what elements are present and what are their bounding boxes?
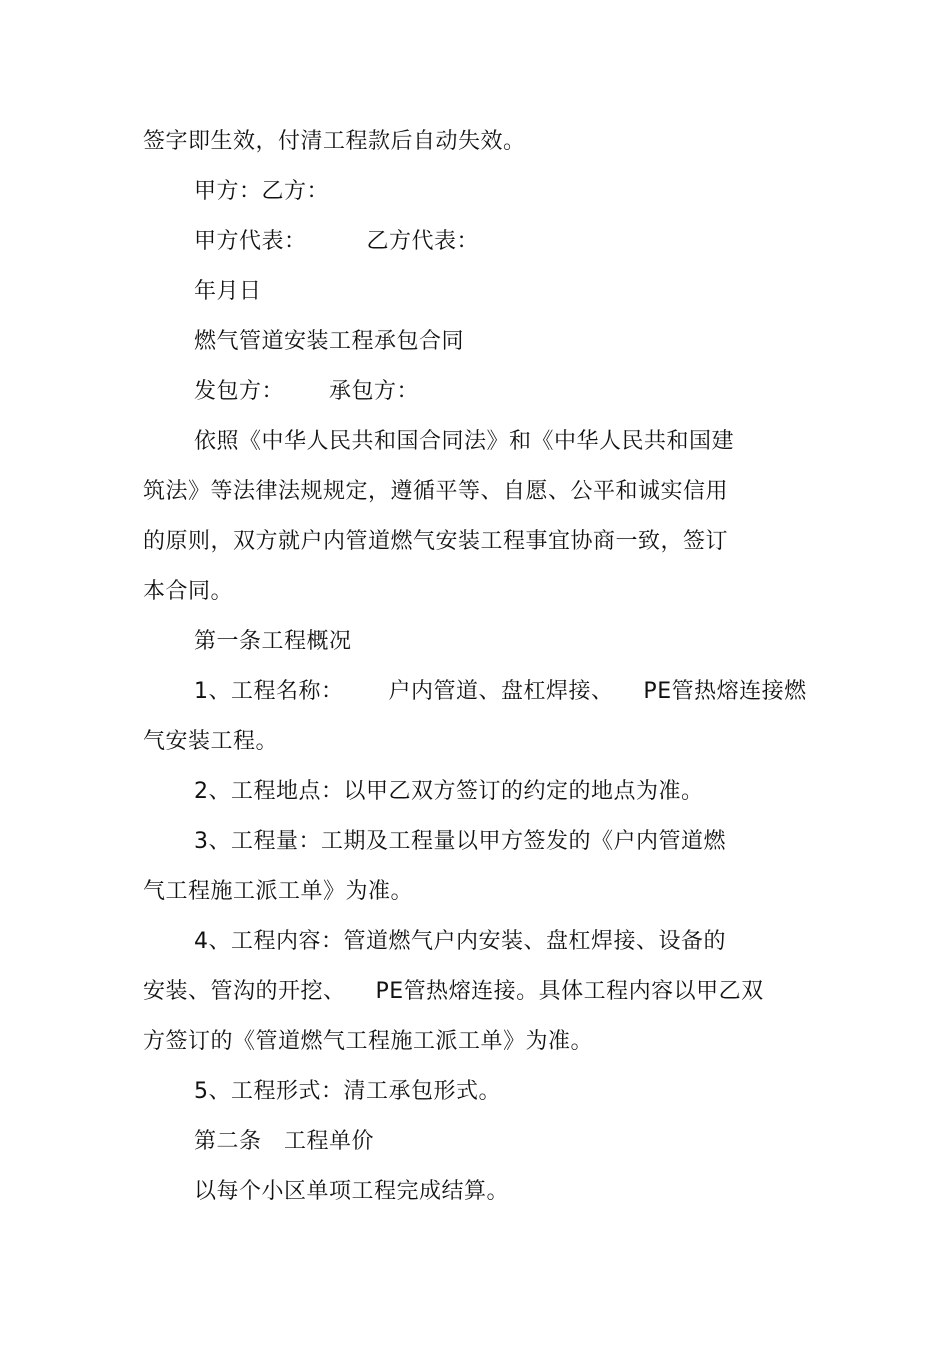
text-line-21: 第二条 工程单价 [194, 1129, 374, 1154]
text-line-1: 签字即生效，付清工程款后自动失效。 [143, 129, 526, 154]
text-line-14: 2、工程地点：以甲乙双方签订的约定的地点为准。 [194, 779, 704, 804]
text-line-15: 3、工程量：工期及工程量以甲方签发的《户内管道燃 [194, 829, 726, 854]
text-line-7: 依照《中华人民共和国合同法》和《中华人民共和国建 [194, 429, 735, 454]
text-line-2: 甲方：乙方： [194, 179, 330, 204]
text-line-22: 以每个小区单项工程完成结算。 [194, 1179, 510, 1204]
text-line-19: 方签订的《管道燃气工程施工派工单》为准。 [143, 1029, 594, 1054]
text-line-3: 甲方代表： 乙方代表： [194, 229, 479, 254]
text-line-9: 的原则，双方就户内管道燃气安装工程事宜协商一致，签订 [143, 529, 729, 554]
text-line-11: 第一条工程概况 [194, 629, 352, 654]
text-line-12: 1、工程名称： 户内管道、盘杠焊接、 PE管热熔连接燃 [194, 679, 807, 704]
text-line-4: 年月日 [194, 279, 262, 304]
text-line-17: 4、工程内容：管道燃气户内安装、盘杠焊接、设备的 [194, 929, 726, 954]
text-line-8: 筑法》等法律法规规定，遵循平等、自愿、公平和诚实信用 [143, 479, 729, 504]
text-line-6: 发包方： 承包方： [194, 379, 419, 404]
text-line-18: 安装、管沟的开挖、 PE管热熔连接。具体工程内容以甲乙双 [143, 979, 764, 1004]
text-line-5: 燃气管道安装工程承包合同 [194, 329, 465, 354]
text-line-13: 气安装工程。 [143, 729, 279, 754]
text-line-10: 本合同。 [143, 579, 234, 604]
text-line-20: 5、工程形式：清工承包形式。 [194, 1079, 501, 1104]
text-line-16: 气工程施工派工单》为准。 [143, 879, 414, 904]
